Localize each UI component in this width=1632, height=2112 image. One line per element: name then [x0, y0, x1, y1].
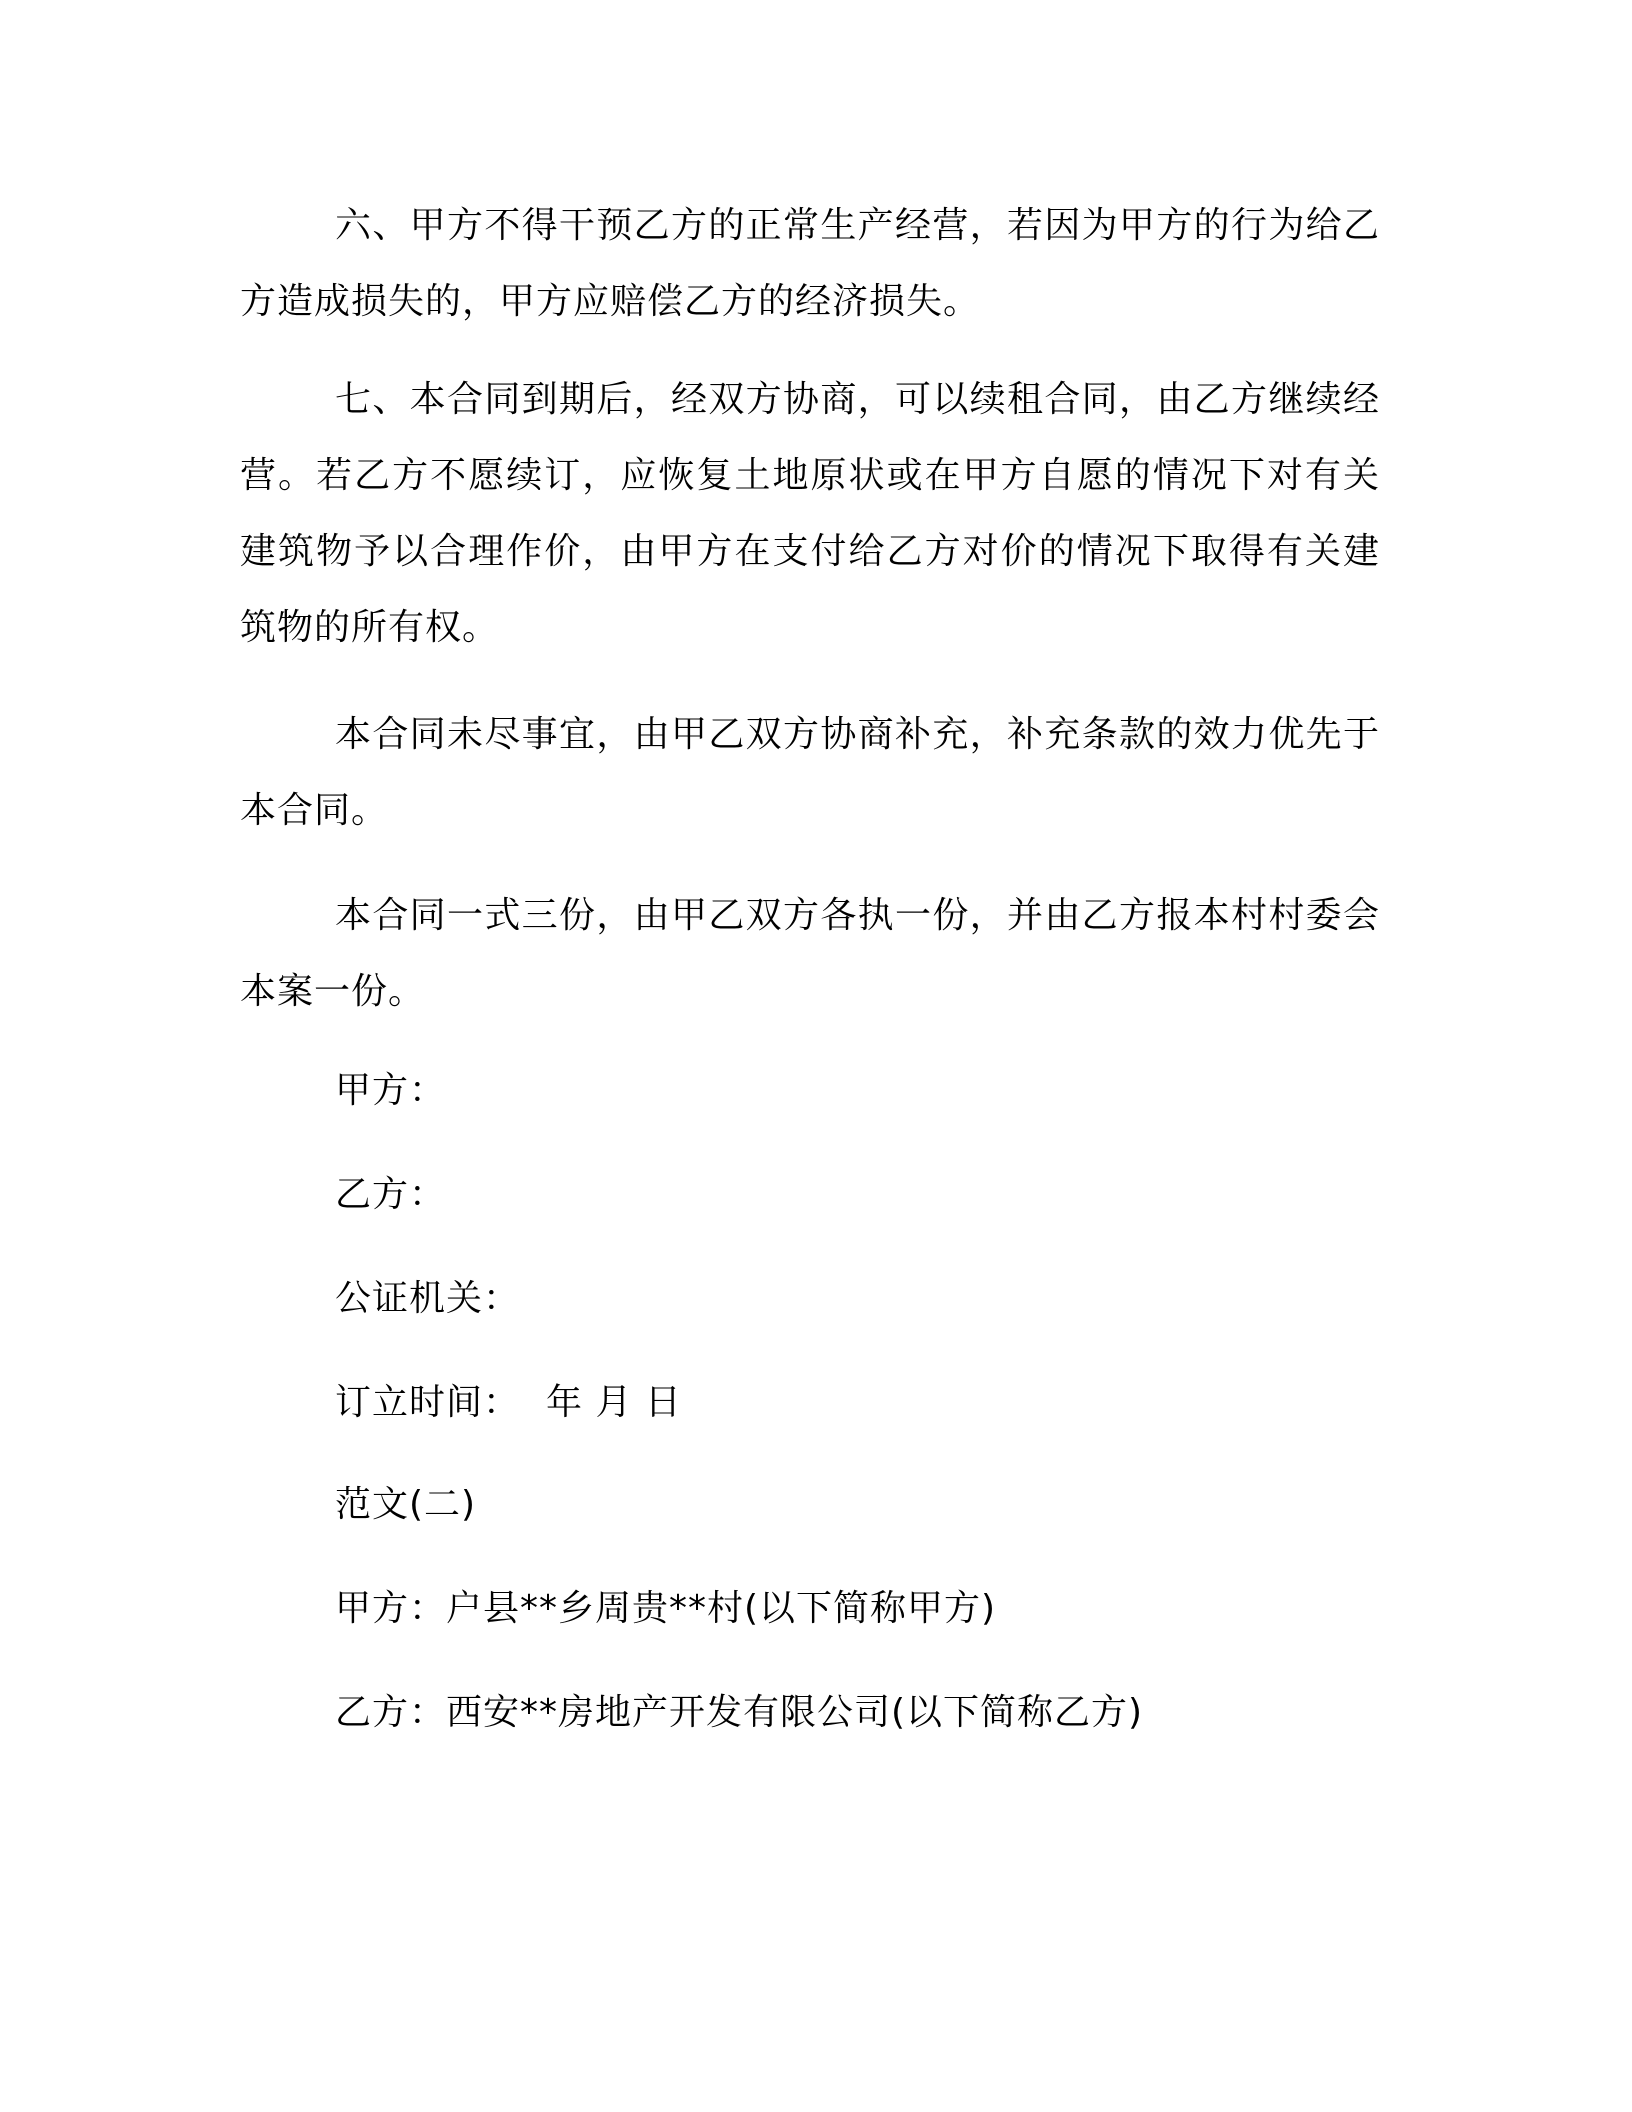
signature-party-a: [240, 1053, 1380, 1129]
signature-party-b: [240, 1157, 1380, 1233]
supplement-clause: [240, 697, 1380, 849]
sample-two-heading-text: 范文(二): [335, 1484, 477, 1525]
party-a-label: 甲方：: [335, 1070, 447, 1111]
copies-clause: [240, 878, 1380, 1030]
signature-date: [240, 1365, 1380, 1441]
notary-label: 公证机关：: [335, 1278, 521, 1319]
clause-seven-text: 七、本合同到期后，经双方协商，可以续租合同，由乙方继续经营。若乙方不愿续订，应恢复土地原状或在甲方自愿的情况下对有关建筑物予以合理作价，由甲方在支付给乙方对价的情况下取得有关建筑物的所有权。: [240, 379, 1380, 648]
clause-six: [240, 188, 1380, 340]
clause-six-text: 六、甲方不得干预乙方的正常生产经营，若因为甲方的行为给乙方造成损失的，甲方应赔偿乙方的经济损失。: [240, 205, 1380, 322]
date-value: 年 月 日: [546, 1382, 682, 1423]
party-b-label: 乙方：: [335, 1174, 447, 1215]
date-line: [240, 1365, 1380, 1441]
sample-two-party-b-text: 乙方：西安**房地产开发有限公司(以下简称乙方): [335, 1692, 1144, 1733]
date-label: 订立时间：: [335, 1382, 521, 1423]
signature-notary: [240, 1261, 1380, 1337]
copies-clause-text: 本合同一式三份，由甲乙双方各执一份，并由乙方报本村村委会本案一份。: [240, 895, 1380, 1012]
sample-two-party-a-text: 甲方：户县**乡周贵**村(以下简称甲方): [335, 1588, 997, 1629]
supplement-clause-text: 本合同未尽事宜，由甲乙双方协商补充，补充条款的效力优先于本合同。: [240, 714, 1380, 831]
sample-two-heading: [240, 1467, 1380, 1543]
clause-seven: [240, 362, 1380, 666]
sample-two-party-a: [240, 1571, 1380, 1647]
sample-two-party-b: [240, 1675, 1380, 1751]
